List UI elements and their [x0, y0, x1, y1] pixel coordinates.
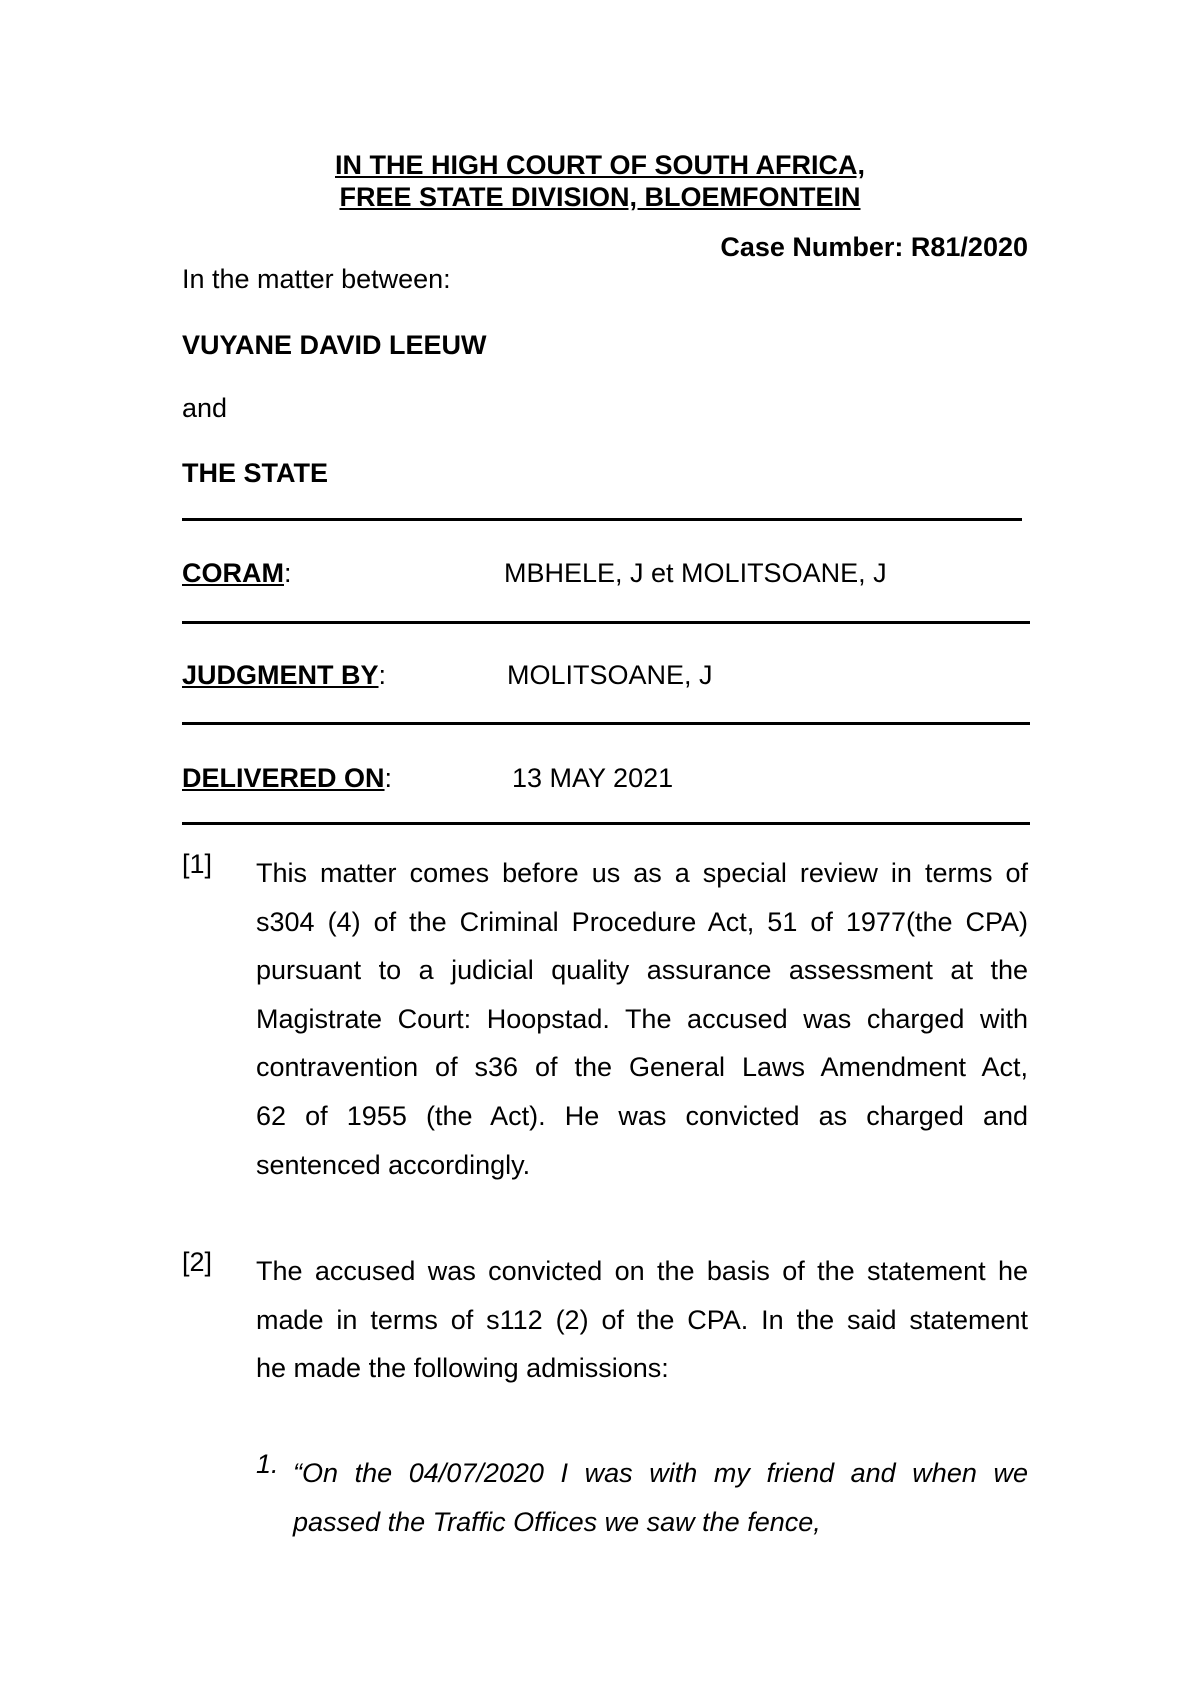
judgment-label-text: JUDGMENT BY — [182, 660, 379, 690]
paragraph-2 — [256, 1247, 1028, 1393]
paragraph-1-line: contravention of s36 of the General Laws Amendment Act, — [256, 1052, 1028, 1083]
applicant-name: VUYANE DAVID LEEUW — [182, 330, 487, 360]
quote-line: passed the Traffic Offices we saw the fence, — [293, 1506, 821, 1537]
coram-label-text: CORAM — [182, 558, 284, 588]
paragraph-1-line: pursuant to a judicial quality assurance assessment at the — [256, 955, 1028, 986]
paragraph-1 — [256, 849, 1028, 1189]
judgment-label — [182, 660, 386, 691]
paragraph-1-line: This matter comes before us as a special review in terms of — [256, 858, 1028, 888]
quote-block — [293, 1449, 1028, 1546]
matter-intro: In the matter between: — [182, 264, 451, 294]
divider-4 — [182, 822, 1030, 825]
paragraph-2-number: [2] — [182, 1247, 213, 1277]
divider-2 — [182, 621, 1030, 624]
respondent-name: THE STATE — [182, 458, 328, 488]
paragraph-1-line: s304 (4) of the Criminal Procedure Act, 51 of 1977(the CPA) — [256, 906, 1028, 937]
conjunction-and: and — [182, 393, 228, 423]
coram-colon: : — [284, 558, 292, 588]
paragraph-1-line: sentenced accordingly. — [256, 1149, 531, 1180]
case-number: Case Number: R81/2020 — [720, 232, 1028, 262]
paragraph-2-line: made in terms of s112 (2) of the CPA. In the said statement — [256, 1304, 1028, 1335]
coram-value: MBHELE, J et MOLITSOANE, J — [504, 558, 887, 588]
judgment-value: MOLITSOANE, J — [507, 660, 713, 690]
judgment-colon: : — [378, 660, 387, 690]
paragraph-2-line: The accused was convicted on the basis of the statement he — [256, 1256, 1028, 1286]
coram-label — [182, 558, 292, 589]
delivered-label-text: DELIVERED ON — [182, 763, 385, 793]
delivered-label — [182, 763, 392, 794]
paragraph-1-line: 62 of 1955 (the Act). He was convicted as charged and — [256, 1100, 1028, 1131]
court-title-line-1: IN THE HIGH COURT OF SOUTH AFRICA, — [335, 150, 865, 180]
paragraph-1-number: [1] — [182, 849, 213, 879]
divider-3 — [182, 722, 1030, 725]
paragraph-1-line: Magistrate Court: Hoopstad. The accused was charged with — [256, 1003, 1028, 1034]
delivered-value: 13 MAY 2021 — [512, 763, 674, 793]
divider-1 — [182, 518, 1022, 521]
court-title-line-2: FREE STATE DIVISION, BLOEMFONTEIN — [339, 182, 861, 212]
quote-line: “On the 04/07/2020 I was with my friend and when we — [293, 1458, 1028, 1488]
paragraph-2-line: he made the following admissions: — [256, 1353, 669, 1384]
quote-number: 1. — [256, 1449, 279, 1479]
delivered-colon: : — [384, 763, 393, 793]
